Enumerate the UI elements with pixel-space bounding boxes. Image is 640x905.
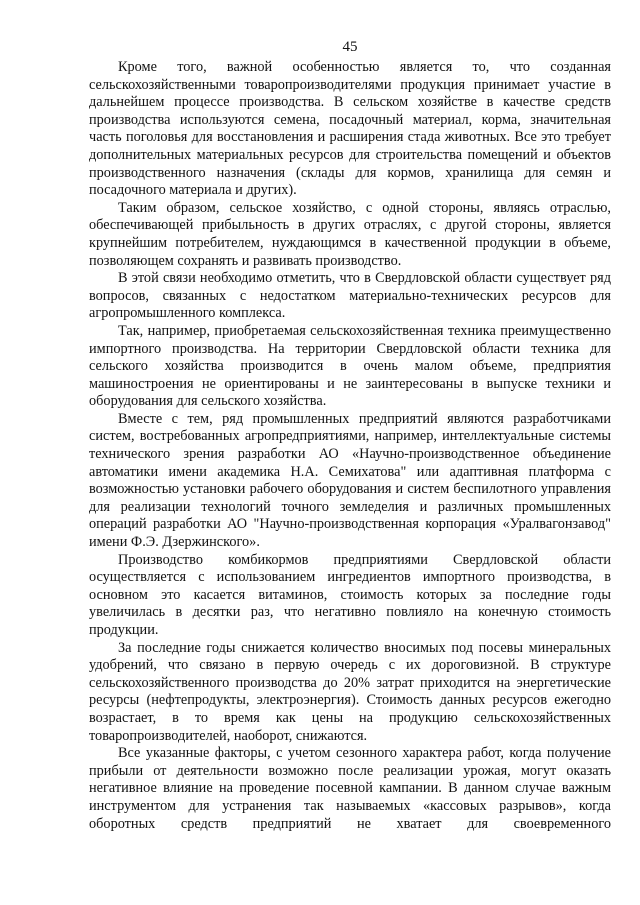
paragraph-4: Так, например, приобретаемая сельскохозяйственная техника преимущественно импортного производства. На территории Свердловской области техника для сельского хозяйства производится в очень малом объеме, предприятия машиностроения не ориентированы и не заинтересованы в выпуске техники и оборудования для сельского хозяйства. <box>89 322 611 410</box>
paragraph-6: Производство комбикормов предприятиями Свердловской области осуществляется с использованием ингредиентов импортного производства, в основном это касается витаминов, стоимость которых за последние годы увеличилась в десятки раз, что негативно повлияло на конечную стоимость продукции. <box>89 551 611 638</box>
paragraph-8: Все указанные факторы, с учетом сезонного характера работ, когда получение прибыли от деятельности возможно после реализации урожая, могут оказать негативное влияние на проведение посевной кампании. В данном случае важным инструментом для устранения так называемых «кассовых разрывов», когда оборотных средств предприятий не хватает для своевременного <box>89 745 611 832</box>
paragraph-2: Таким образом, сельское хозяйство, с одной стороны, являясь отраслью, обеспечивающей прибыльность в других отраслях, с другой стороны, является крупнейшим потребителем, нуждающимся в качественной продукции в объеме, позволяющем сохранять и развивать производство. <box>89 199 611 269</box>
paragraph-1: Кроме того, важной особенностью является то, что созданная сельскохозяйственными товаропроизводителями продукция принимает участие в дальнейшем процессе производства. В сельском хозяйстве в качестве средств производства используются семена, посадочный материал, корма, значительная часть поголовья для восстановления и расширения стада животных. Все это требует дополнительных материальных ресурсов для строительства помещений и объектов производственного назначения (склады для кормов, хранилища для семян и посадочного материала и других). <box>89 59 611 199</box>
paragraph-7: За последние годы снижается количество вносимых под посевы минеральных удобрений, что связано в первую очередь с их дороговизной. В структуре сельскохозяйственного производства до 20% затрат приходится на энергетические ресурсы (нефтепродукты, электроэнергия). Стоимость данных ресурсов ежегодно возрастает, в то время как цены на продукцию сельскохозяйственных товаропроизводителей, наоборот, снижаются. <box>89 639 611 744</box>
paragraph-3: В этой связи необходимо отметить, что в Свердловской области существует ряд вопросов, связанных с недостатком материально-технических ресурсов для агропромышленного комплекса. <box>89 270 611 322</box>
document-page <box>89 38 611 833</box>
paragraph-5: Вместе с тем, ряд промышленных предприятий являются разработчиками систем, востребованных агропредприятиями, например, интеллектуальные системы технического зрения разработки АО «Научно-производственное объединение автоматики имени академика Н.А. Семихатова" или адаптивная платформа с возможностью установки рабочего оборудования и систем беспилотного управления для реализации технологий точного земледелия и различных промышленных операций разработки АО "Научно-производственная корпорация «Уралвагонзавод" имени Ф.Э. Дзержинского». <box>89 410 611 551</box>
page-number: 45 <box>342 39 358 55</box>
